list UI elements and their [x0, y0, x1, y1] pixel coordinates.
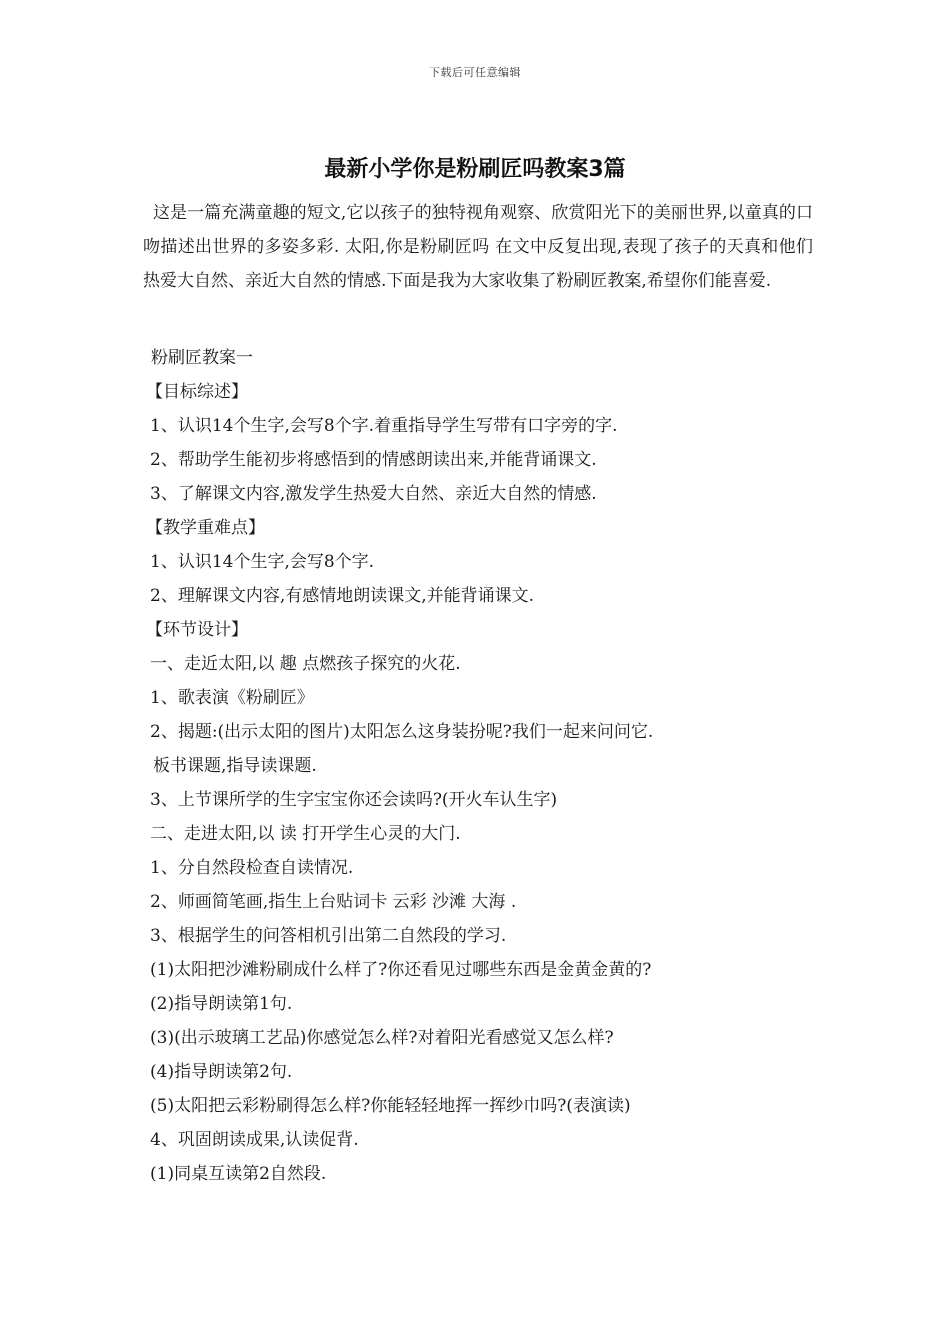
list-item: (1)太阳把沙滩粉刷成什么样了?你还看见过哪些东西是金黄金黄的? — [150, 960, 652, 980]
intro-paragraph: 这是一篇充满童趣的短文,它以孩子的独特视角观察、欣赏阳光下的美丽世界,以童真的口吻描述出世界的多姿多彩. 太阳,你是粉刷匠吗 在文中反复出现,表现了孩子的天真和他们热爱大自然、亲近大自然的情感.下面是我为大家收集了粉刷匠教案,希望你们能喜爱. — [143, 203, 813, 291]
list-item: 二、走进太阳,以 读 打开学生心灵的大门. — [150, 824, 461, 844]
list-item: 3、上节课所学的生字宝宝你还会读吗?(开火车认生字) — [150, 790, 558, 810]
list-item: (4)指导朗读第2句. — [150, 1062, 293, 1082]
list-item: 2、师画简笔画,指生上台贴词卡 云彩 沙滩 大海 . — [150, 892, 517, 912]
list-item: 4、巩固朗读成果,认读促背. — [150, 1130, 359, 1150]
list-item: 2、理解课文内容,有感情地朗读课文,并能背诵课文. — [150, 586, 535, 606]
header-note: 下载后可任意编辑 — [429, 66, 521, 79]
section-heading: 【目标综述】 — [146, 382, 248, 402]
list-item: 1、分自然段检查自读情况. — [150, 858, 354, 878]
list-item: 3、根据学生的问答相机引出第二自然段的学习. — [150, 926, 507, 946]
list-item: (5)太阳把云彩粉刷得怎么样?你能轻轻地挥一挥纱巾吗?(表演读) — [150, 1096, 631, 1116]
list-item: 板书课题,指导读课题. — [153, 756, 317, 776]
section-heading: 【教学重难点】 — [146, 518, 265, 538]
list-item: 1、歌表演《粉刷匠》 — [150, 688, 314, 708]
document-title: 最新小学你是粉刷匠吗教案3篇 — [324, 157, 626, 182]
list-item: 一、走近太阳,以 趣 点燃孩子探究的火花. — [150, 654, 461, 674]
section-heading: 【环节设计】 — [146, 620, 248, 640]
list-item: 2、帮助学生能初步将感悟到的情感朗读出来,并能背诵课文. — [150, 450, 597, 470]
list-item: 3、了解课文内容,激发学生热爱大自然、亲近大自然的情感. — [150, 484, 597, 504]
list-item: (1)同桌互读第2自然段. — [150, 1164, 327, 1184]
list-item: 1、认识14个生字,会写8个字. — [150, 552, 375, 572]
list-item: 1、认识14个生字,会写8个字.着重指导学生写带有口字旁的字. — [150, 416, 618, 436]
list-item: (2)指导朗读第1句. — [150, 994, 293, 1014]
list-item: 2、揭题:(出示太阳的图片)太阳怎么这身装扮呢?我们一起来问问它. — [150, 722, 654, 742]
section-heading: 粉刷匠教案一 — [151, 348, 253, 368]
list-item: (3)(出示玻璃工艺品)你感觉怎么样?对着阳光看感觉又怎么样? — [150, 1028, 614, 1048]
